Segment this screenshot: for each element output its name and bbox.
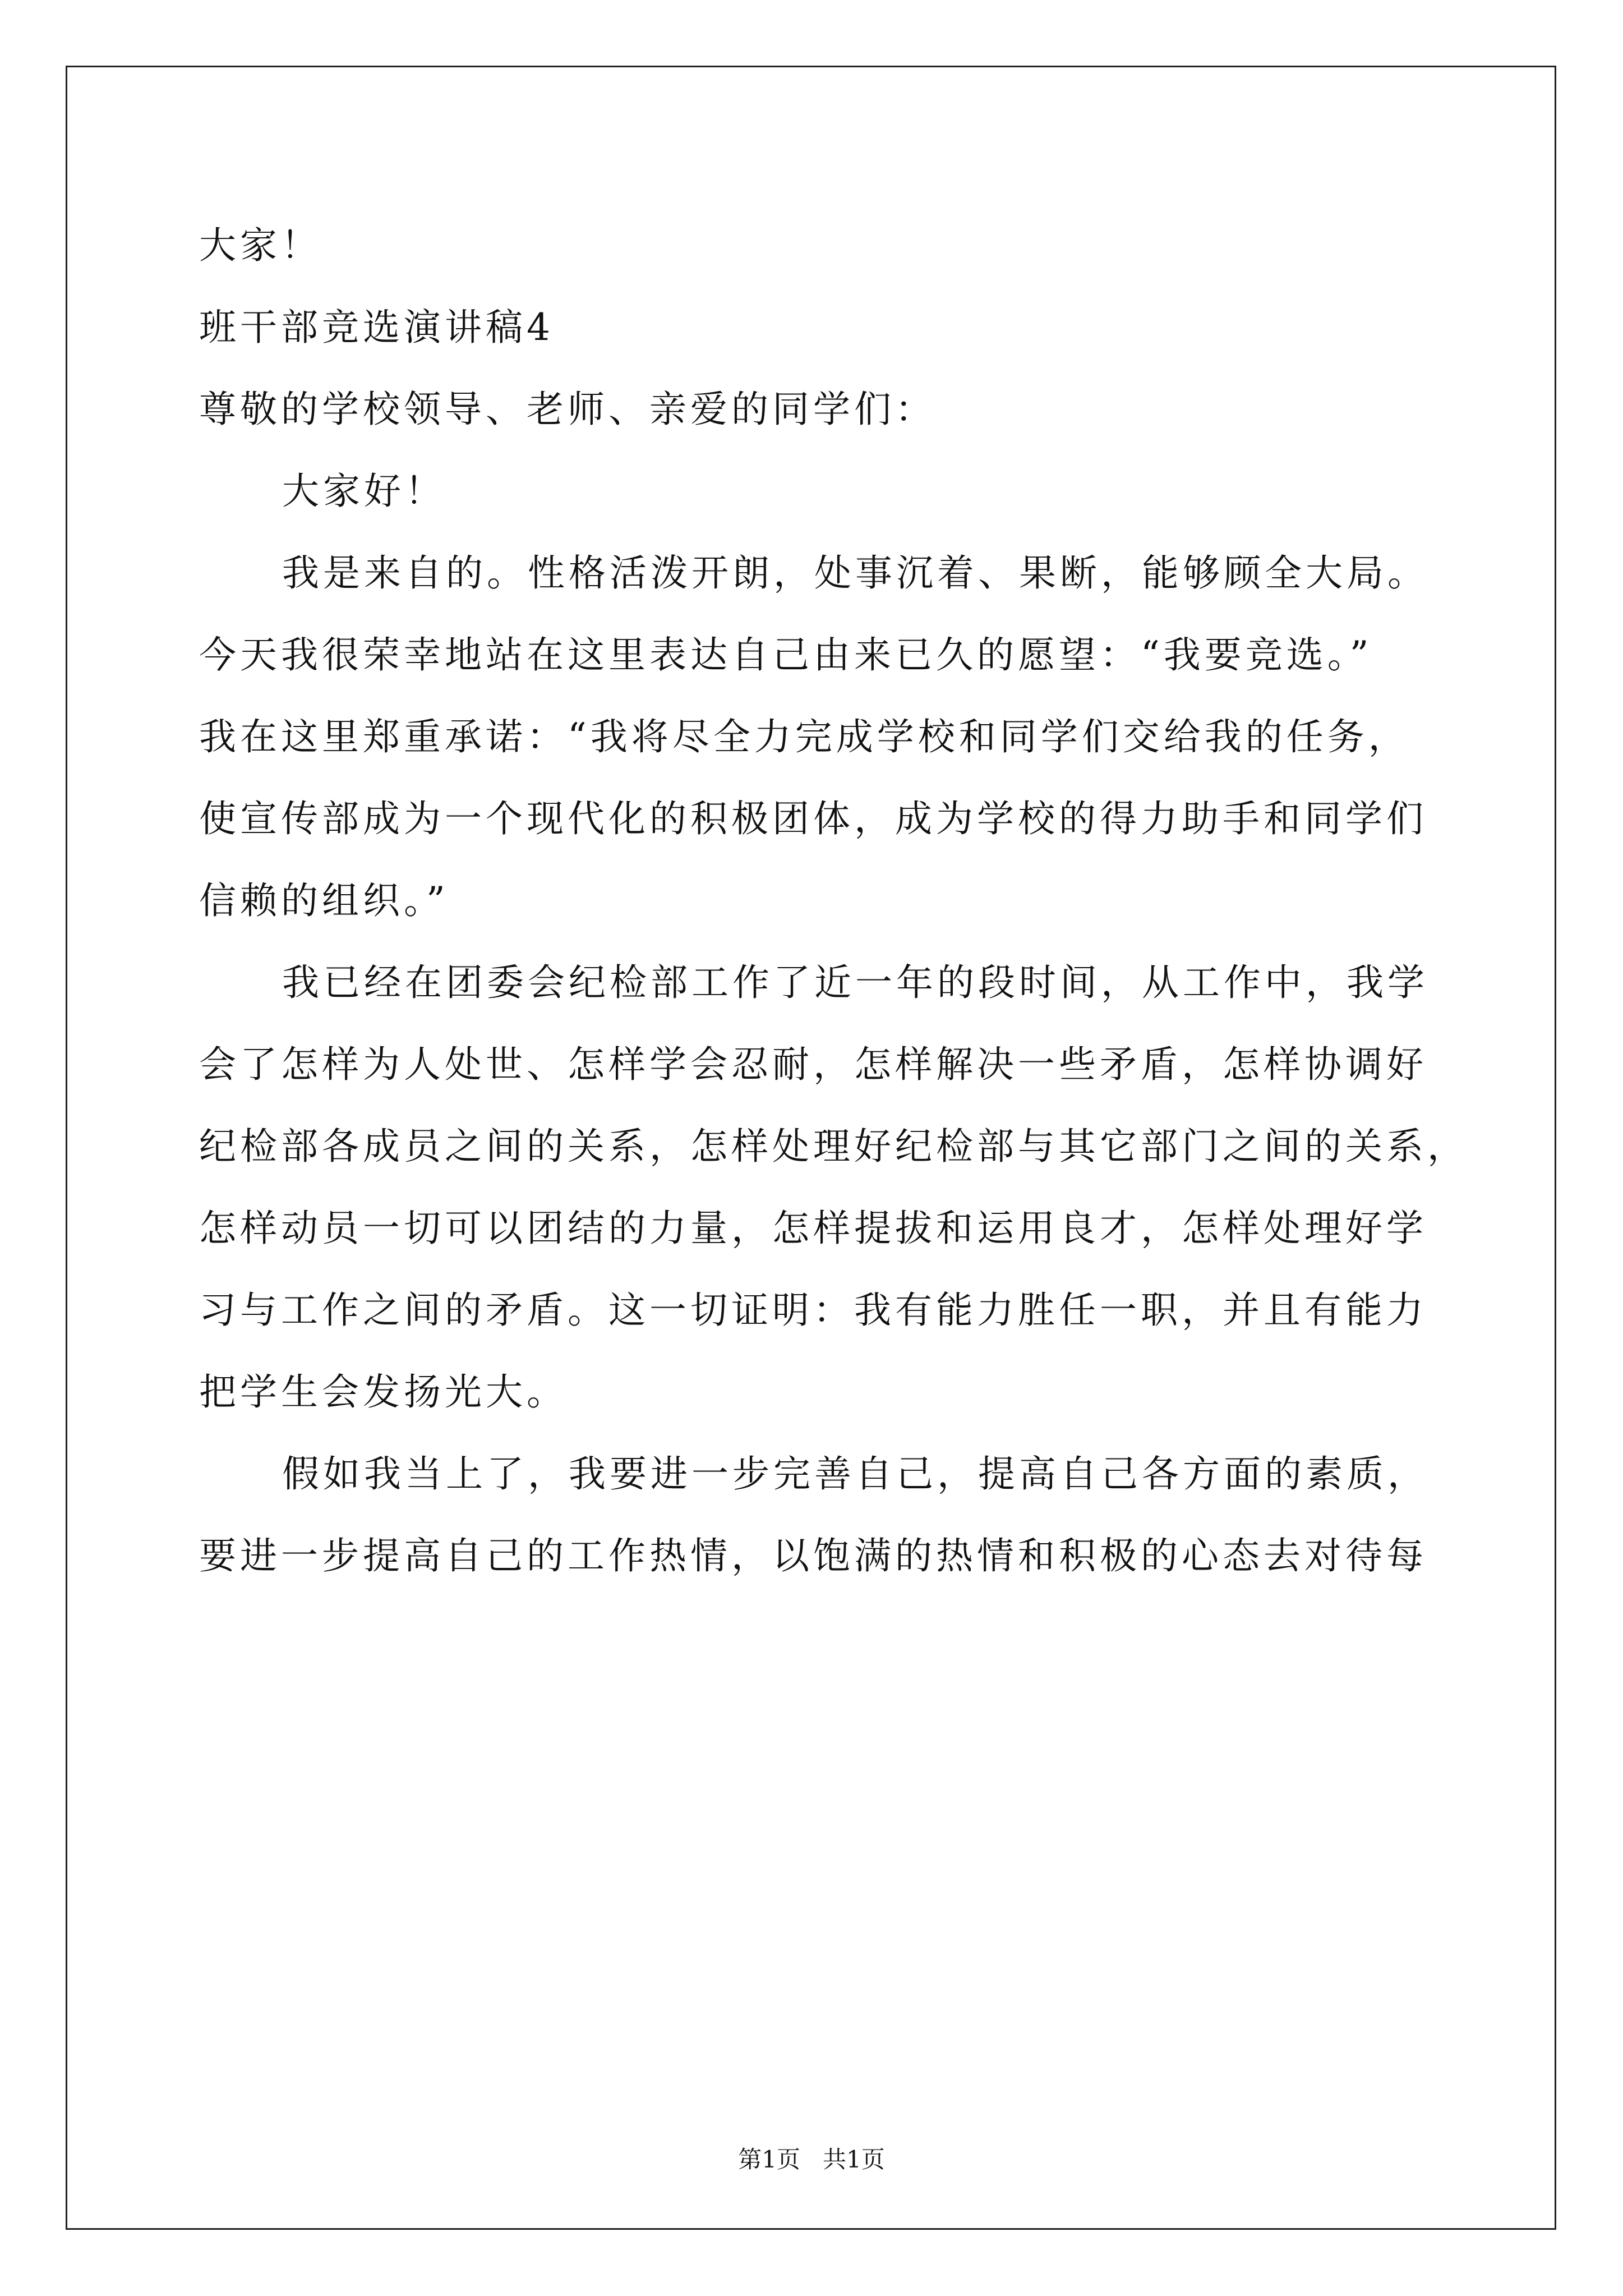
text-line: 使宣传部成为一个现代化的积极团体，成为学校的得力助手和同学们 [199,797,1427,840]
salutation: 尊敬的学校领导、老师、亲爱的同学们： [199,388,936,431]
text-line: 怎样动员一切可以团结的力量，怎样提拔和运用良才，怎样处理好学 [199,1207,1427,1250]
text-line: 大家！ [199,224,322,267]
document-body [199,205,1468,1597]
text-line: 把学生会发扬光大。 [199,1370,568,1414]
text-line: 信赖的组织。” [199,879,449,922]
section-title: 班干部竞选演讲稿4 [199,306,554,349]
text-line: 会了怎样为人处世、怎样学会忍耐，怎样解决一些矛盾，怎样协调好 [199,1043,1427,1086]
text-line: 我是来自的。性格活泼开朗，处事沉着、果断，能够顾全大局。 [282,551,1428,595]
text-line: 我在这里郑重承诺：“我将尽全力完成学校和同学们交给我的任务， [199,715,1409,758]
text-line: 今天我很荣幸地站在这里表达自己由来已久的愿望：“我要竞选。” [199,633,1373,677]
text-line: 要进一步提高自己的工作热情，以饱满的热情和积极的心态去对待每 [199,1534,1427,1577]
text-line: 纪检部各成员之间的关系，怎样处理好纪检部与其它部门之间的关系， [199,1125,1468,1168]
greeting: 大家好！ [282,470,446,513]
page-footer: 第1页 共1页 [738,2146,885,2173]
text-line: 习与工作之间的矛盾。这一切证明：我有能力胜任一职，并且有能力 [199,1289,1427,1332]
text-line: 我已经在团委会纪检部工作了近一年的段时间，从工作中，我学 [282,961,1428,1004]
text-line: 假如我当上了，我要进一步完善自己，提高自己各方面的素质， [282,1452,1428,1496]
